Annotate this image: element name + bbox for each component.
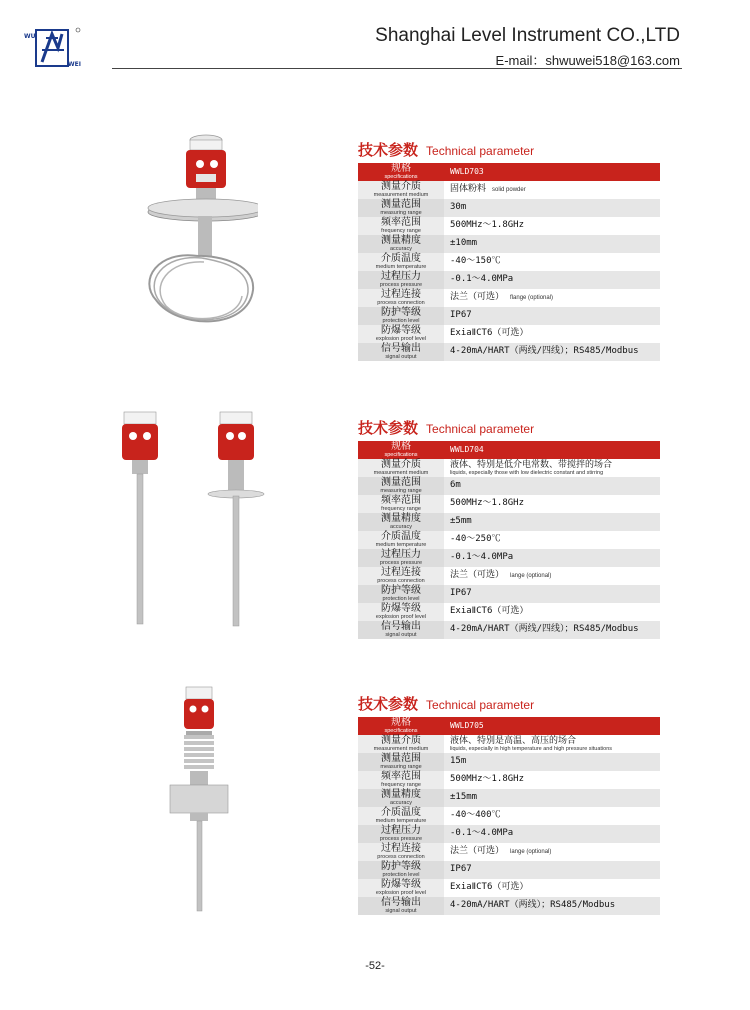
row-label-cn: 信号输出 [381,620,421,632]
table-row [358,325,660,343]
row-label-cn: 规格 [391,440,411,452]
row-label-en: frequency range [381,505,421,512]
row-label-en: process pressure [379,835,423,842]
row-label-en: measuring range [380,487,422,494]
table-row [358,531,660,549]
section-title-en: Technical parameter [426,698,535,712]
row-label-cn: 介质温度 [381,530,421,542]
row-value: -40～150℃ [444,253,660,271]
table-row [358,843,660,861]
logo-text-top: WU [24,33,36,40]
row-label-en: process pressure [379,281,423,288]
row-label-en: process pressure [379,559,423,566]
row-value: IP67 [444,307,660,325]
table-row [358,567,660,585]
row-label-cn: 过程压力 [381,824,421,836]
row-label-cn: 测量范围 [381,752,421,764]
row-value: 500MHz～1.8GHz [444,771,660,789]
row-value: WWLD703 [444,163,660,181]
row-value: 30m [444,199,660,217]
table-row [358,585,660,603]
row-value: 500MHz～1.8GHz [444,217,660,235]
spec-table [358,717,660,915]
row-label-en: measurement medium [373,469,429,476]
row-label-en: explosion proof level [375,889,427,896]
table-row [358,163,660,181]
row-label-cn: 过程压力 [381,270,421,282]
section-title-cn: 技术参数 [358,141,419,159]
row-value: 500MHz～1.8GHz [444,495,660,513]
row-label-en: explosion proof level [375,335,427,342]
row-label-cn: 信号输出 [381,342,421,354]
table-row [358,621,660,639]
row-label-en: explosion proof level [375,613,427,620]
table-row [358,807,660,825]
row-value: 4-20mA/HART（两线/四线）；RS485/Modbus [444,621,660,639]
row-label-cn: 测量精度 [381,788,421,800]
table-row [358,549,660,567]
row-label-en: protection level [382,871,420,878]
row-label-en: accuracy [389,799,412,806]
row-label-en: medium temperature [375,817,427,824]
row-label-cn: 过程连接 [381,842,421,854]
row-value: -0.1～4.0MPa [444,825,660,843]
row-label-en: signal output [385,631,417,638]
row-label-cn: 过程连接 [381,288,421,300]
row-label-cn: 频率范围 [381,494,421,506]
row-value: ExiaⅡCT6（可选） [444,325,660,343]
header-divider [112,68,682,69]
row-label-cn: 频率范围 [381,216,421,228]
section-title [358,139,534,160]
row-sub: liquids, especially in high temperature and high pressure situations [450,746,613,753]
row-label-en: process connection [377,577,425,584]
table-row [358,735,660,753]
row-label-en: process connection [377,299,425,306]
row-value: WWLD705 [444,717,660,735]
table-row [358,459,660,477]
row-label-cn: 测量范围 [381,198,421,210]
row-label-en: specifications [384,451,418,458]
row-label-en: measurement medium [373,745,429,752]
row-label-en: frequency range [381,781,421,788]
row-value: 法兰（可选） [450,292,505,303]
row-label-cn: 信号输出 [381,896,421,908]
table-row [358,753,660,771]
row-label-cn: 介质温度 [381,252,421,264]
row-label-en: signal output [385,353,417,360]
row-label-cn: 频率范围 [381,770,421,782]
table-row [358,717,660,735]
row-value: -40～400℃ [444,807,660,825]
row-label-cn: 防爆等级 [381,602,421,614]
page-number: -52- [365,960,385,972]
table-row [358,789,660,807]
row-label-cn: 防护等级 [381,584,421,596]
row-value: ±15mm [444,789,660,807]
row-value: -0.1～4.0MPa [444,549,660,567]
row-label-en: medium temperature [375,541,427,548]
logo-text-bottom: WEI [68,61,81,68]
section-title-en: Technical parameter [426,422,535,436]
row-label-cn: 测量精度 [381,512,421,524]
row-value: ±10mm [444,235,660,253]
row-value: 液体、特别是低介电常数、带搅拌的场合 [450,459,613,470]
row-value: IP67 [444,861,660,879]
row-value: 法兰（可选） [450,846,505,857]
row-label-cn: 过程连接 [381,566,421,578]
section-title-cn: 技术参数 [358,419,419,437]
row-value: ExiaⅡCT6（可选） [444,603,660,621]
row-value: 法兰（可选） [450,570,505,581]
table-row [358,181,660,199]
row-value: -0.1～4.0MPa [444,271,660,289]
row-value: 4-20mA/HART（两线）；RS485/Modbus [444,897,660,915]
row-label-cn: 测量精度 [381,234,421,246]
table-row [358,217,660,235]
row-value: 6m [444,477,660,495]
section-title-en: Technical parameter [426,144,535,158]
row-label-en: frequency range [381,227,421,234]
row-label-cn: 规格 [391,716,411,728]
table-row [358,861,660,879]
table-row [358,199,660,217]
row-label-en: specifications [384,173,418,180]
row-value: WWLD704 [444,441,660,459]
table-row [358,235,660,253]
table-row [358,289,660,307]
table-row [358,253,660,271]
row-label-cn: 测量范围 [381,476,421,488]
row-value: IP67 [444,585,660,603]
row-value: -40～250℃ [444,531,660,549]
row-label-en: accuracy [389,245,412,252]
row-value: 15m [444,753,660,771]
row-label-en: protection level [382,317,420,324]
company-email: E-mail：shwuwei518@163.com [495,53,680,68]
section-title-cn: 技术参数 [358,695,419,713]
table-row [358,603,660,621]
row-label-cn: 规格 [391,162,411,174]
row-label-cn: 测量介质 [381,180,421,192]
table-row [358,825,660,843]
row-label-en: measuring range [380,763,422,770]
section-title [358,417,534,438]
row-note: flange (optional) [510,294,554,301]
row-label-cn: 防护等级 [381,306,421,318]
row-label-en: process connection [377,853,425,860]
table-row [358,495,660,513]
row-label-cn: 测量介质 [381,734,421,746]
row-label-en: specifications [384,727,418,734]
row-label-cn: 测量介质 [381,458,421,470]
row-label-en: protection level [382,595,420,602]
section-title [358,693,534,714]
row-label-en: measuring range [380,209,422,216]
table-row [358,441,660,459]
spec-section-wwld703 [0,139,750,359]
row-label-cn: 过程压力 [381,548,421,560]
table-row [358,771,660,789]
row-label-cn: 防爆等级 [381,324,421,336]
table-row [358,879,660,897]
company-name: Shanghai Level Instrument CO.,LTD [375,25,680,46]
row-label-cn: 介质温度 [381,806,421,818]
row-label-en: accuracy [389,523,412,530]
row-label-cn: 防爆等级 [381,878,421,890]
row-note: lange (optional) [510,572,552,579]
table-row [358,343,660,361]
spec-section-wwld704 [0,417,750,637]
row-label-cn: 防护等级 [381,860,421,872]
spec-table [358,163,660,361]
row-note: lange (optional) [510,848,552,855]
table-row [358,307,660,325]
spec-table [358,441,660,639]
table-row [358,271,660,289]
row-label-en: medium temperature [375,263,427,270]
row-note: solid powder [492,186,526,193]
table-row [358,513,660,531]
spec-section-wwld705 [0,693,750,913]
table-row [358,477,660,495]
row-label-en: signal output [385,907,417,914]
row-value: 液体、特别是高温、高压的场合 [450,735,577,746]
row-value: ExiaⅡCT6（可选） [444,879,660,897]
row-label-en: measurement medium [373,191,429,198]
row-value: 固体粉料 [450,184,487,195]
row-value: 4-20mA/HART（两线/四线）；RS485/Modbus [444,343,660,361]
table-row [358,897,660,915]
row-value: ±5mm [444,513,660,531]
company-logo [12,26,112,74]
row-sub: liquids, especially those with low dielectric constant and stirring [450,470,604,477]
